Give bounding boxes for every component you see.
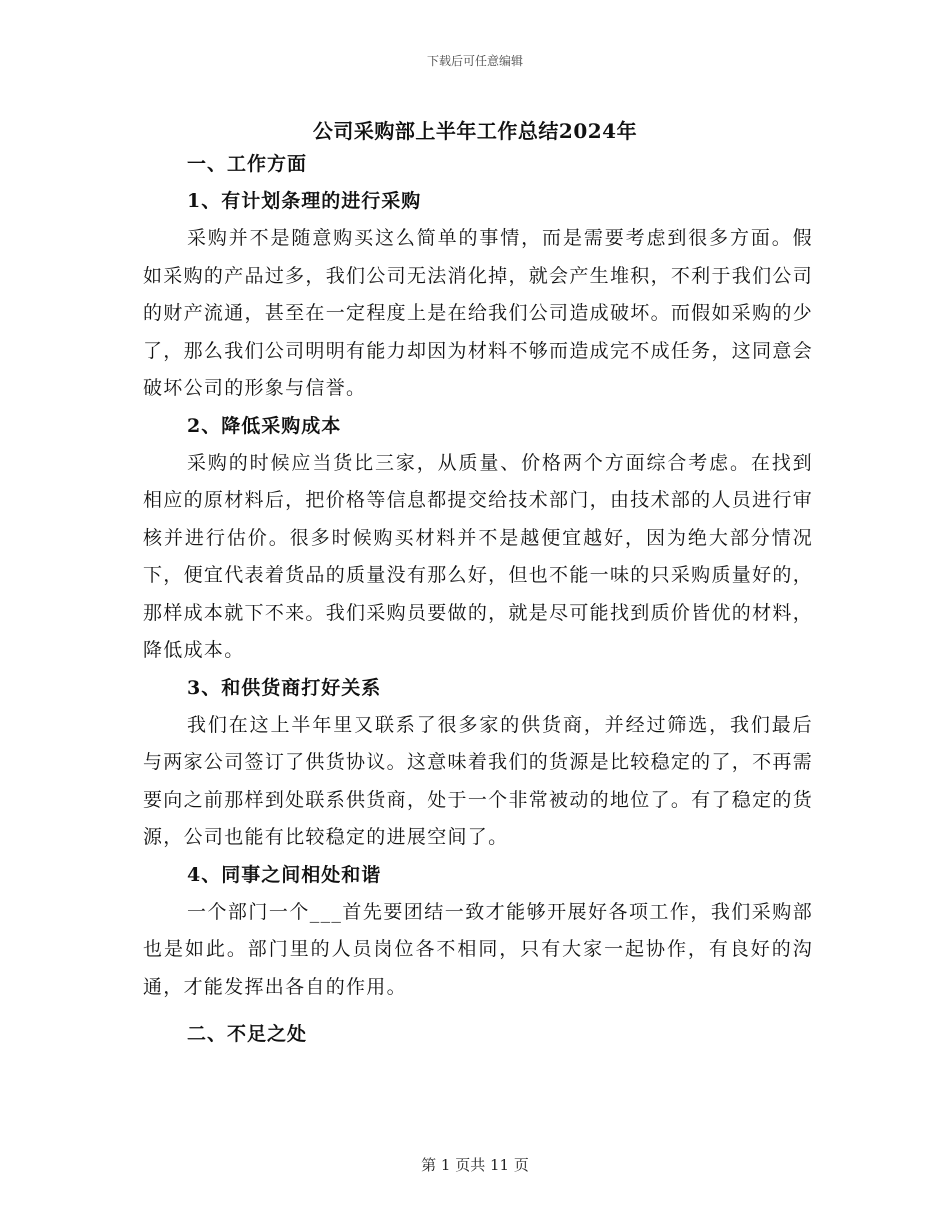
- item-heading-3: 3、和供货商打好关系: [187, 676, 382, 699]
- item-heading-1: 1、有计划条理的进行采购: [187, 190, 422, 212]
- section-heading-work: 一、工作方面: [187, 153, 308, 175]
- section-heading-shortcomings: 二、不足之处: [187, 1023, 308, 1045]
- page-footer: 第 1 页共 11 页: [421, 1156, 529, 1174]
- item-paragraph-1: 采购并不是随意购买这么简单的事情，而是需要考虑到很多方面。假如采购的产品过多，我们公司无法消化掉，就会产生堆积，不利于我们公司的财产流通，甚至在一定程度上是在给我们公司造成破坏。而假如采购的少了，那么我们公司明明有能力却因为材料不够而造成完不成任务，这同意会破坏公司的形象与信誉。: [143, 227, 813, 399]
- item-heading-2: 2、降低采购成本: [187, 414, 342, 437]
- item-heading-4: 4、同事之间相处和谐: [187, 863, 382, 886]
- page-header: 下载后可任意编辑: [426, 54, 523, 68]
- item-paragraph-2: 采购的时候应当货比三家，从质量、价格两个方面综合考虑。在找到相应的原材料后，把价格等信息都提交给技术部门，由技术部的人员进行审核并进行估价。很多时候购买材料并不是越便宜越好，因为绝大部分情况下，便宜代表着货品的质量没有那么好，但也不能一味的只采购质量好的，那样成本就下不来。我们采购员要做的，就是尽可能找到质价皆优的材料，降低成本。: [143, 451, 813, 661]
- document-title: 公司采购部上半年工作总结2024年: [312, 119, 638, 143]
- item-paragraph-4: 一个部门一个___首先要团结一致才能够开展好各项工作，我们采购部也是如此。部门里的人员岗位各不相同，只有大家一起协作，有良好的沟通，才能发挥出各自的作用。: [143, 900, 813, 998]
- document-body: [143, 146, 813, 1053]
- item-paragraph-3: 我们在这上半年里又联系了很多家的供货商，并经过筛选，我们最后与两家公司签订了供货协议。这意味着我们的货源是比较稳定的了，不再需要向之前那样到处联系供货商，处于一个非常被动的地位了。有了稳定的货源，公司也能有比较稳定的进展空间了。: [143, 713, 813, 848]
